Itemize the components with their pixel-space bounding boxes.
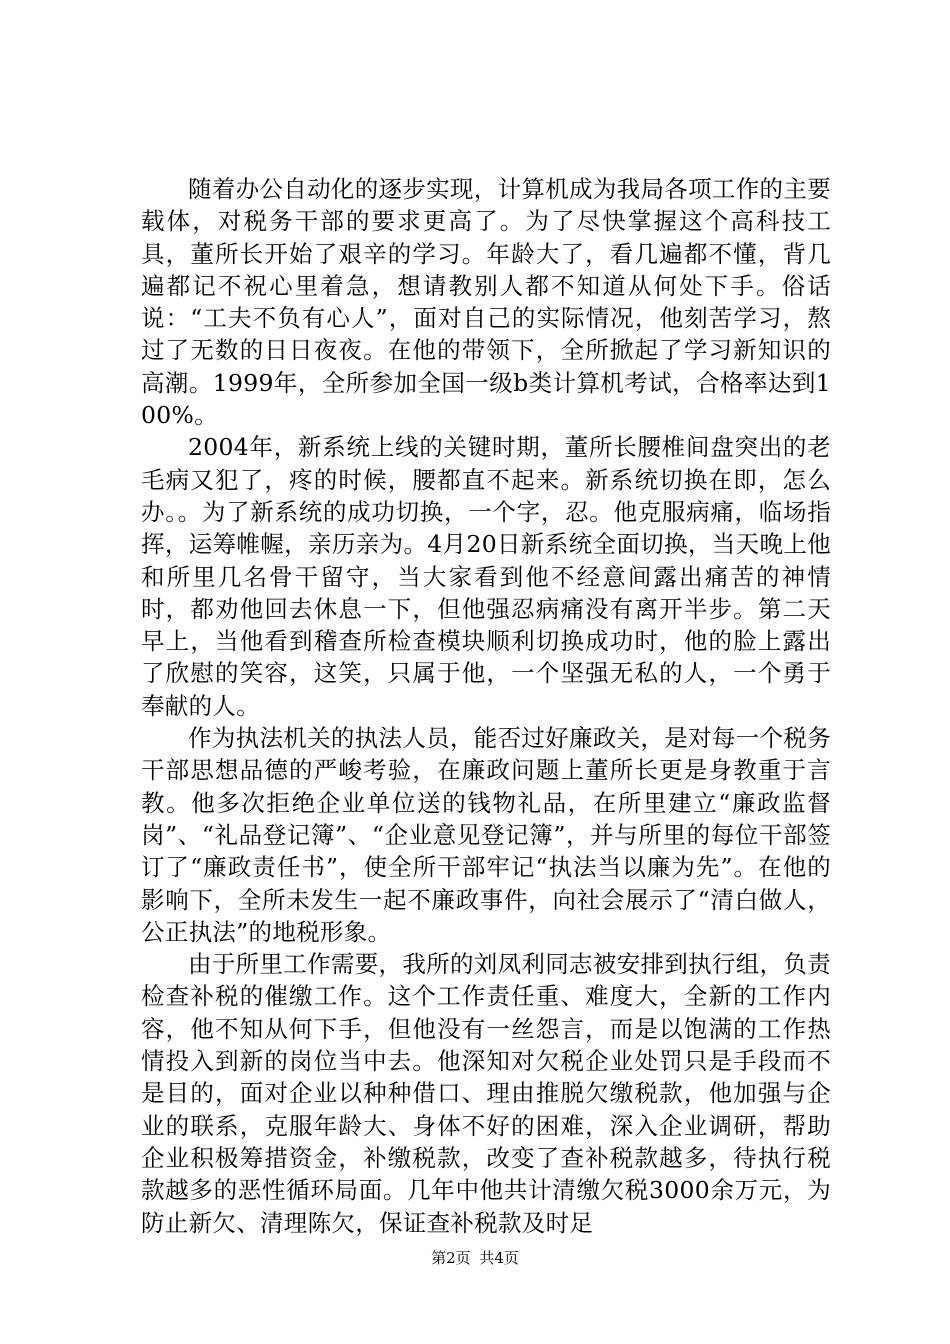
paragraph-2: 2004年，新系统上线的关键时期，董所长腰椎间盘突出的老毛病又犯了，疼的时候，腰都直不起来。新系统切换在即，怎么办。。为了新系统的成功切换，一个字，忍。他克服病痛，临场指挥，运筹帷幄，亲历亲为。4月20日新系统全面切换，当天晚上他和所里几名骨干留守，当大家看到他不经意间露出痛苦的神情时，都劝他回去休息一下，但他强忍病痛没有离开半步。第二天早上，当他看到稽查所检查模块顺利切换成功时，他的脸上露出了欣慰的笑容，这笑，只属于他，一个坚强无私的人，一个勇于奉献的人。 — [141, 433, 831, 720]
page-number: 第2页 — [431, 1249, 471, 1267]
document-body — [141, 173, 831, 1239]
page-footer — [0, 1248, 950, 1268]
paragraph-1: 随着办公自动化的逐步实现，计算机成为我局各项工作的主要载体，对税务干部的要求更高了。为了尽快掌握这个高科技工具，董所长开始了艰辛的学习。年龄大了，看几遍都不懂，背几遍都记不祝心里着急，想请教别人都不知道从何处下手。俗话说：“工夫不负有心人”，面对自己的实际情况，他刻苦学习，熬过了无数的日日夜夜。在他的带领下，全所掀起了学习新知识的高潮。1999年，全所参加全国一级b类计算机考试，合格率达到100%。 — [141, 175, 831, 430]
page-total: 共4页 — [479, 1249, 519, 1267]
paragraph-3: 作为执法机关的执法人员，能否过好廉政关，是对每一个税务干部思想品德的严峻考验，在廉政问题上董所长更是身教重于言教。他多次拒绝企业单位送的钱物礼品，在所里建立“廉政监督岗”、“礼品登记簿”、“企业意见登记簿”，并与所里的每位干部签订了“廉政责任书”，使全所干部牢记“执法当以廉为先”。在他的影响下，全所未发生一起不廉政事件，向社会展示了“清白做人，公正执法”的地税形象。 — [141, 724, 831, 946]
paragraph-4: 由于所里工作需要，我所的刘凤利同志被安排到执行组，负责检查补税的催缴工作。这个工作责任重、难度大，全新的工作内容，他不知从何下手，但他没有一丝怨言，而是以饱满的工作热情投入到新的岗位当中去。他深知对欠税企业处罚只是手段而不是目的，面对企业以种种借口、理由推脱欠缴税款，他加强与企业的联系，克服年龄大、身体不好的困难，深入企业调研，帮助企业积极筹措资金，补缴税款，改变了查补税款越多，待执行税款越多的恶性循环局面。几年中他共计清缴欠税3000余万元，为防止新欠、清理陈欠，保证查补税款及时足 — [141, 950, 831, 1237]
